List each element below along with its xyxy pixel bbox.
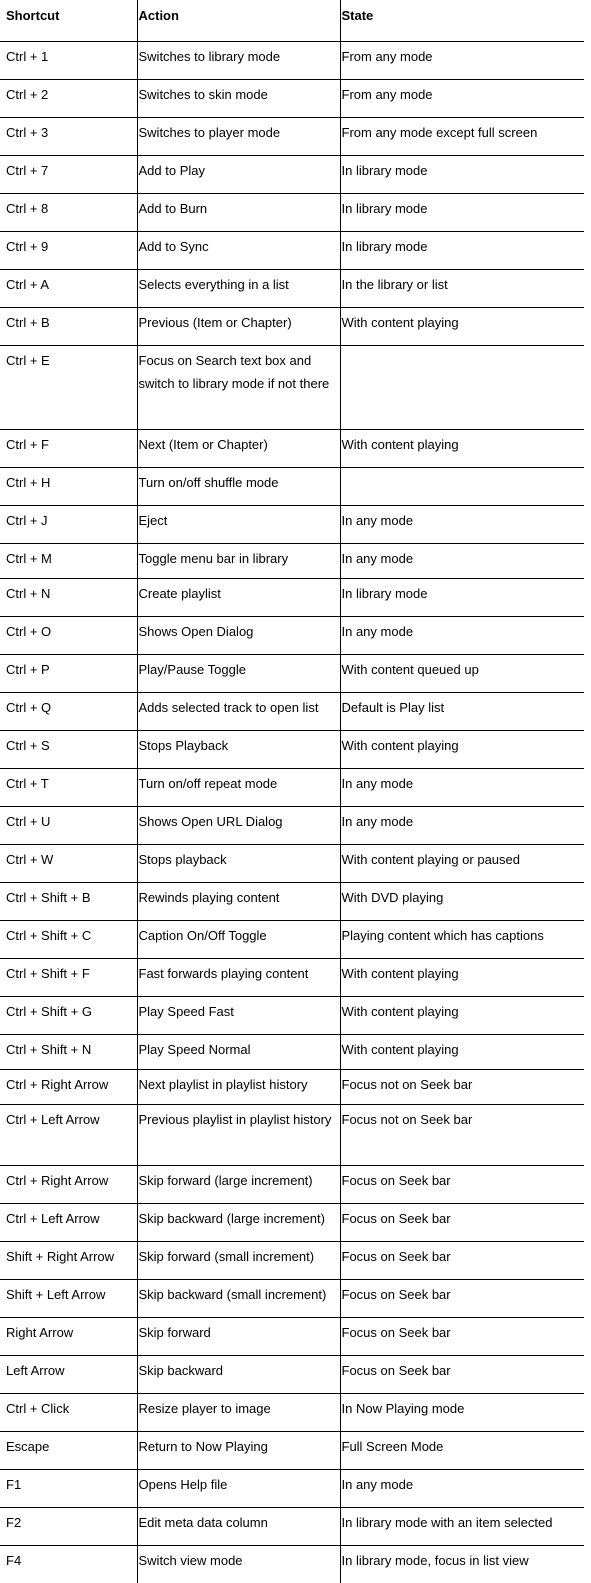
state-cell: With DVD playing [340, 883, 584, 921]
shortcut-cell: Ctrl + Shift + C [0, 921, 137, 959]
action-cell: Next playlist in playlist history [137, 1070, 340, 1105]
state-cell: In any mode [340, 617, 584, 655]
table-row [0, 544, 584, 579]
table-row [0, 731, 584, 769]
table-row [0, 430, 584, 468]
action-cell: Add to Play [137, 156, 340, 194]
shortcut-cell: Ctrl + Right Arrow [0, 1166, 137, 1204]
table-body [0, 42, 584, 1583]
action-cell: Play/Pause Toggle [137, 655, 340, 693]
shortcut-cell: Ctrl + H [0, 468, 137, 506]
state-cell: Full Screen Mode [340, 1432, 584, 1470]
shortcut-cell: Ctrl + 7 [0, 156, 137, 194]
state-cell: From any mode [340, 80, 584, 118]
shortcut-cell: Ctrl + Shift + B [0, 883, 137, 921]
state-cell: In library mode with an item selected [340, 1508, 584, 1546]
action-cell: Selects everything in a list [137, 270, 340, 308]
state-cell: With content playing [340, 1035, 584, 1070]
shortcut-cell: Right Arrow [0, 1318, 137, 1356]
table-row [0, 1470, 584, 1508]
shortcut-cell: Ctrl + 1 [0, 42, 137, 80]
action-cell: Skip backward (small increment) [137, 1280, 340, 1318]
state-cell: In library mode, focus in list view [340, 1546, 584, 1583]
state-cell: Focus on Seek bar [340, 1204, 584, 1242]
action-cell: Skip forward (small increment) [137, 1242, 340, 1280]
shortcut-cell: F4 [0, 1546, 137, 1583]
action-cell: Opens Help file [137, 1470, 340, 1508]
action-cell: Switches to skin mode [137, 80, 340, 118]
state-cell: With content queued up [340, 655, 584, 693]
action-cell: Switches to library mode [137, 42, 340, 80]
shortcut-cell: Ctrl + F [0, 430, 137, 468]
state-cell: With content playing [340, 430, 584, 468]
shortcut-cell: Ctrl + P [0, 655, 137, 693]
table-row [0, 617, 584, 655]
state-cell: Focus not on Seek bar [340, 1105, 584, 1166]
action-cell: Rewinds playing content [137, 883, 340, 921]
shortcut-cell: Ctrl + S [0, 731, 137, 769]
table-row [0, 1318, 584, 1356]
action-cell: Adds selected track to open list [137, 693, 340, 731]
table-row [0, 1035, 584, 1070]
shortcut-cell: Ctrl + B [0, 308, 137, 346]
action-cell: Return to Now Playing [137, 1432, 340, 1470]
table-row [0, 883, 584, 921]
table-row [0, 693, 584, 731]
table-row [0, 1280, 584, 1318]
action-cell: Focus on Search text box and switch to library mode if not there [137, 346, 340, 430]
action-cell: Edit meta data column [137, 1508, 340, 1546]
shortcut-cell: Ctrl + O [0, 617, 137, 655]
state-cell: In Now Playing mode [340, 1394, 584, 1432]
state-cell: With content playing [340, 959, 584, 997]
header-shortcut: Shortcut [0, 0, 137, 42]
shortcut-cell: Ctrl + 2 [0, 80, 137, 118]
action-cell: Shows Open URL Dialog [137, 807, 340, 845]
table-row [0, 1070, 584, 1105]
action-cell: Create playlist [137, 579, 340, 617]
header-state: State [340, 0, 584, 42]
action-cell: Next (Item or Chapter) [137, 430, 340, 468]
table-row [0, 845, 584, 883]
table-row [0, 1432, 584, 1470]
state-cell: Focus on Seek bar [340, 1242, 584, 1280]
table-row [0, 579, 584, 617]
shortcut-cell: Ctrl + Q [0, 693, 137, 731]
shortcut-cell: Ctrl + Shift + F [0, 959, 137, 997]
action-cell: Switches to player mode [137, 118, 340, 156]
table-row [0, 194, 584, 232]
table-row [0, 1394, 584, 1432]
action-cell: Skip forward (large increment) [137, 1166, 340, 1204]
state-cell: In the library or list [340, 270, 584, 308]
header-action: Action [137, 0, 340, 42]
table-row [0, 42, 584, 80]
shortcut-cell: Ctrl + 3 [0, 118, 137, 156]
action-cell: Fast forwards playing content [137, 959, 340, 997]
table-row [0, 270, 584, 308]
state-cell: Focus not on Seek bar [340, 1070, 584, 1105]
shortcut-cell: Ctrl + Left Arrow [0, 1105, 137, 1166]
shortcut-cell: Shift + Left Arrow [0, 1280, 137, 1318]
table-row [0, 1508, 584, 1546]
shortcut-cell: F1 [0, 1470, 137, 1508]
table-row [0, 1546, 584, 1583]
action-cell: Previous (Item or Chapter) [137, 308, 340, 346]
state-cell: In library mode [340, 232, 584, 270]
state-cell: In any mode [340, 1470, 584, 1508]
state-cell: Focus on Seek bar [340, 1280, 584, 1318]
state-cell: Default is Play list [340, 693, 584, 731]
action-cell: Play Speed Fast [137, 997, 340, 1035]
action-cell: Add to Burn [137, 194, 340, 232]
state-cell: With content playing or paused [340, 845, 584, 883]
shortcut-cell: Escape [0, 1432, 137, 1470]
table-row [0, 1105, 584, 1166]
state-cell: With content playing [340, 997, 584, 1035]
action-cell: Eject [137, 506, 340, 544]
shortcut-cell: Ctrl + Right Arrow [0, 1070, 137, 1105]
action-cell: Stops playback [137, 845, 340, 883]
state-cell: In library mode [340, 579, 584, 617]
state-cell [340, 346, 584, 430]
shortcut-cell: Ctrl + 8 [0, 194, 137, 232]
table-row [0, 1356, 584, 1394]
state-cell: In any mode [340, 807, 584, 845]
shortcut-cell: Shift + Right Arrow [0, 1242, 137, 1280]
shortcut-cell: Ctrl + E [0, 346, 137, 430]
state-cell: Focus on Seek bar [340, 1166, 584, 1204]
table-row [0, 655, 584, 693]
table-row [0, 1166, 584, 1204]
table-row [0, 156, 584, 194]
action-cell: Skip backward (large increment) [137, 1204, 340, 1242]
shortcut-cell: Ctrl + Left Arrow [0, 1204, 137, 1242]
shortcut-cell: Ctrl + M [0, 544, 137, 579]
action-cell: Resize player to image [137, 1394, 340, 1432]
action-cell: Toggle menu bar in library [137, 544, 340, 579]
table-row [0, 997, 584, 1035]
table-row [0, 769, 584, 807]
shortcut-cell: Ctrl + U [0, 807, 137, 845]
action-cell: Shows Open Dialog [137, 617, 340, 655]
table-row [0, 232, 584, 270]
shortcut-cell: Ctrl + T [0, 769, 137, 807]
action-cell: Stops Playback [137, 731, 340, 769]
state-cell: Playing content which has captions [340, 921, 584, 959]
state-cell: Focus on Seek bar [340, 1356, 584, 1394]
state-cell: With content playing [340, 308, 584, 346]
table-row [0, 468, 584, 506]
action-cell: Turn on/off repeat mode [137, 769, 340, 807]
shortcut-cell: Ctrl + J [0, 506, 137, 544]
state-cell: Focus on Seek bar [340, 1318, 584, 1356]
table-row [0, 959, 584, 997]
header-row [0, 0, 584, 42]
table-row [0, 346, 584, 430]
action-cell: Skip backward [137, 1356, 340, 1394]
shortcut-cell: F2 [0, 1508, 137, 1546]
table-row [0, 308, 584, 346]
shortcut-cell: Left Arrow [0, 1356, 137, 1394]
state-cell: From any mode [340, 42, 584, 80]
shortcut-cell: Ctrl + Shift + N [0, 1035, 137, 1070]
action-cell: Switch view mode [137, 1546, 340, 1583]
action-cell: Play Speed Normal [137, 1035, 340, 1070]
action-cell: Turn on/off shuffle mode [137, 468, 340, 506]
state-cell: In any mode [340, 544, 584, 579]
state-cell: From any mode except full screen [340, 118, 584, 156]
table-row [0, 118, 584, 156]
state-cell: With content playing [340, 731, 584, 769]
state-cell: In any mode [340, 769, 584, 807]
state-cell [340, 468, 584, 506]
action-cell: Caption On/Off Toggle [137, 921, 340, 959]
shortcut-cell: Ctrl + N [0, 579, 137, 617]
state-cell: In library mode [340, 194, 584, 232]
action-cell: Skip forward [137, 1318, 340, 1356]
table-header [0, 0, 584, 42]
state-cell: In any mode [340, 506, 584, 544]
table-row [0, 506, 584, 544]
action-cell: Add to Sync [137, 232, 340, 270]
table-row [0, 807, 584, 845]
state-cell: In library mode [340, 156, 584, 194]
table-row [0, 1242, 584, 1280]
table-row [0, 921, 584, 959]
table-row [0, 80, 584, 118]
shortcut-cell: Ctrl + Shift + G [0, 997, 137, 1035]
shortcut-cell: Ctrl + 9 [0, 232, 137, 270]
shortcut-cell: Ctrl + A [0, 270, 137, 308]
shortcut-cell: Ctrl + W [0, 845, 137, 883]
action-cell: Previous playlist in playlist history [137, 1105, 340, 1166]
shortcut-cell: Ctrl + Click [0, 1394, 137, 1432]
table-row [0, 1204, 584, 1242]
